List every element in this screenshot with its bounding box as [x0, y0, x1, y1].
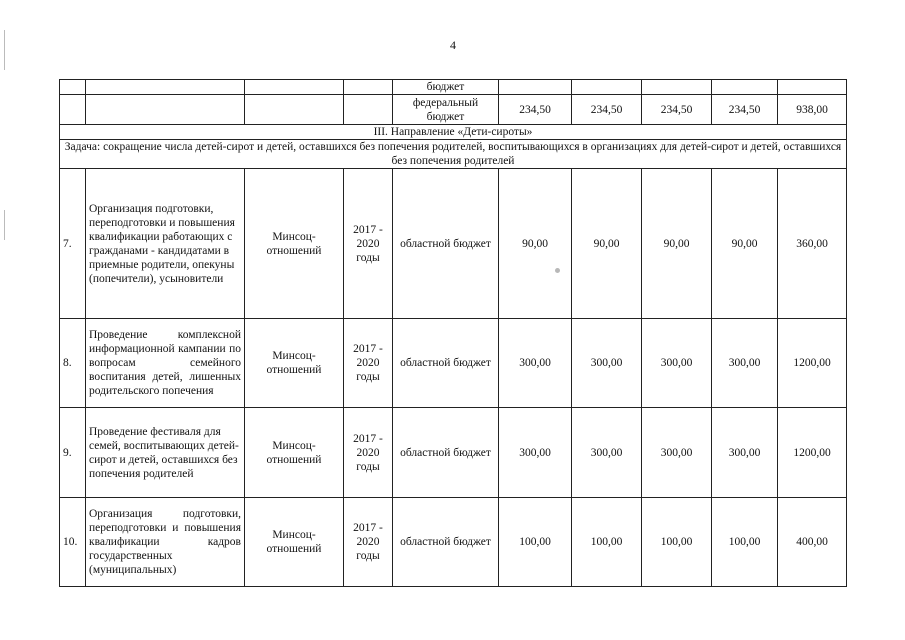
section-title: III. Направление «Дети-сироты» — [60, 125, 847, 140]
cell-2019: 90,00 — [642, 169, 712, 319]
cell-2017: 300,00 — [499, 319, 572, 408]
cell-2017: 100,00 — [499, 498, 572, 587]
table-row — [60, 498, 847, 587]
cell-period: 2017 - 2020 годы — [344, 498, 393, 587]
cell-total: 360,00 — [778, 169, 847, 319]
cell-2018: 234,50 — [572, 95, 642, 125]
cell-name — [86, 80, 245, 95]
table-row — [60, 408, 847, 498]
cell-num: 9. — [60, 408, 86, 498]
cell-executor — [245, 95, 344, 125]
cell-2018: 300,00 — [572, 408, 642, 498]
cell-name: Проведение фестиваля для семей, воспитывающих детей-сирот и детей, оставшихся без попечения родителей — [86, 408, 245, 498]
cell-period — [344, 95, 393, 125]
cell-2017 — [499, 80, 572, 95]
cell-2017: 234,50 — [499, 95, 572, 125]
cell-period: 2017 - 2020 годы — [344, 169, 393, 319]
scan-edge-mark — [4, 30, 5, 70]
table-row — [60, 319, 847, 408]
scan-edge-mark — [4, 210, 5, 240]
cell-2020: 300,00 — [712, 408, 778, 498]
cell-source: бюджет — [393, 80, 499, 95]
cell-2017: 90,00 — [499, 169, 572, 319]
table-row-continued-budget — [60, 80, 847, 95]
scan-artifact-dot — [555, 268, 560, 273]
cell-name: Проведение комплексной информационной кампании по вопросам семейного воспитания детей, лишенных родительского попечения — [86, 319, 245, 408]
cell-source: областной бюджет — [393, 408, 499, 498]
cell-2020: 90,00 — [712, 169, 778, 319]
cell-period: 2017 - 2020 годы — [344, 319, 393, 408]
cell-2020: 300,00 — [712, 319, 778, 408]
cell-executor — [245, 80, 344, 95]
cell-2020 — [712, 80, 778, 95]
section-header-row — [60, 125, 847, 140]
cell-num: 7. — [60, 169, 86, 319]
cell-2018: 90,00 — [572, 169, 642, 319]
cell-period: 2017 - 2020 годы — [344, 408, 393, 498]
cell-num: 10. — [60, 498, 86, 587]
cell-2020: 234,50 — [712, 95, 778, 125]
cell-num: 8. — [60, 319, 86, 408]
cell-total: 400,00 — [778, 498, 847, 587]
task-text: Задача: сокращение числа детей-сирот и детей, оставшихся без попечения родителей, воспитывающихся в организациях для детей-сирот и детей, оставшихся без попечения родителей — [60, 140, 847, 169]
table-row-federal-budget — [60, 95, 847, 125]
cell-executor: Минсоц-отношений — [245, 319, 344, 408]
cell-2019: 300,00 — [642, 408, 712, 498]
cell-2020: 100,00 — [712, 498, 778, 587]
cell-period — [344, 80, 393, 95]
cell-2017: 300,00 — [499, 408, 572, 498]
cell-total: 938,00 — [778, 95, 847, 125]
page-number: 4 — [450, 38, 456, 52]
cell-2019: 234,50 — [642, 95, 712, 125]
cell-2019 — [642, 80, 712, 95]
cell-source: областной бюджет — [393, 169, 499, 319]
cell-total: 1200,00 — [778, 319, 847, 408]
cell-source: областной бюджет — [393, 498, 499, 587]
cell-executor: Минсоц-отношений — [245, 408, 344, 498]
task-row — [60, 140, 847, 169]
cell-executor: Минсоц-отношений — [245, 498, 344, 587]
cell-2018: 300,00 — [572, 319, 642, 408]
program-table — [59, 79, 847, 587]
cell-name: Организация подготовки, переподготовки и повышения квалификации работающих с гражданами - кандидатами в приемные родители, опекуны (попечители), усыновители — [86, 169, 245, 319]
cell-2019: 100,00 — [642, 498, 712, 587]
cell-name: Организация подготовки, переподготовки и повышения квалификации кадров государственных (муниципальных) — [86, 498, 245, 587]
table-row — [60, 169, 847, 319]
cell-name — [86, 95, 245, 125]
cell-total: 1200,00 — [778, 408, 847, 498]
cell-source: областной бюджет — [393, 319, 499, 408]
cell-2018 — [572, 80, 642, 95]
cell-2019: 300,00 — [642, 319, 712, 408]
cell-num — [60, 80, 86, 95]
cell-total — [778, 80, 847, 95]
cell-2018: 100,00 — [572, 498, 642, 587]
cell-num — [60, 95, 86, 125]
cell-source: федеральный бюджет — [393, 95, 499, 125]
cell-executor: Минсоц-отношений — [245, 169, 344, 319]
